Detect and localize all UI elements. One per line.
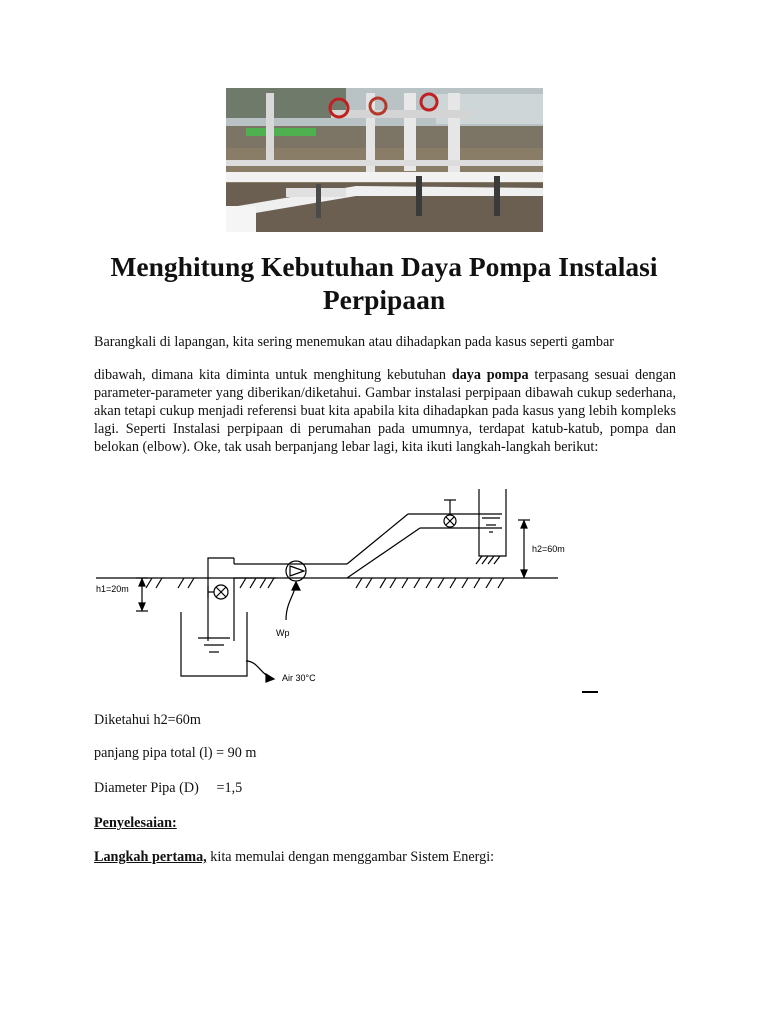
ground-hatch [178, 578, 184, 588]
solution-heading: Penyelesaian: [94, 815, 177, 831]
given-h2: Diketahui h2=60m [94, 712, 201, 728]
lower-tank [181, 612, 247, 676]
description-text-start: dibawah, dimana kita diminta untuk menghitung kebutuhan [94, 367, 452, 383]
step-one-paragraph [94, 848, 676, 866]
suction-pipe-outer [208, 558, 214, 641]
given-pipe-diameter: Diameter Pipa (D) =1,5 [94, 780, 243, 796]
piping-diagram-svg [90, 478, 610, 708]
ground-hatch [188, 578, 194, 588]
pipe-installation-photo [226, 88, 543, 232]
step-one-text: kita memulai dengan menggambar Sistem Energi: [206, 849, 495, 865]
given-pipe-length: panjang pipa total (l) = 90 m [94, 745, 257, 761]
h2-label: h2=60m [532, 544, 565, 554]
h1-label: h1=20m [96, 584, 129, 594]
pump-arrow-icon [290, 566, 304, 576]
page-title: Menghitung Kebutuhan Daya Pompa Instalasi Perpipaan [110, 251, 658, 315]
pipe-photo-image [226, 88, 543, 232]
description-paragraph [94, 366, 676, 456]
ground-hatch [260, 578, 266, 588]
piping-diagram [90, 478, 610, 708]
step-one-label: Langkah pertama, [94, 849, 207, 865]
description-bold-term: daya pompa [451, 367, 529, 383]
ground-hatch [240, 578, 246, 588]
description-text-end: terpasang sesuai dengan parameter-parameter yang diberikan/diketahui. Gambar instalasi perpipaan dibawah cukup sederhana, akan tetapi cukup menjadi referensi buat kita apabila kita dihadapkan pada kasus yang lebih kompleks lagi. Seperti Instalasi perpipaan di perumahan pada umumnya, terdapat katub-katub, pompa dan belokan (elbow). Oke, tak usah berpanjang lebar lagi, kita ikuti langkah-langkah berikut: [94, 367, 676, 455]
h1-arrow-up [139, 579, 145, 586]
ground-hatch [146, 578, 152, 588]
ground-hatch [250, 578, 256, 588]
h1-arrow-down [139, 603, 145, 610]
ground-hatch [268, 578, 274, 588]
upper-tank [479, 489, 506, 556]
wp-label: Wp [276, 628, 290, 638]
ground-hatch [156, 578, 162, 588]
air-label: Air 30°C [282, 673, 316, 683]
inclined-pipe-bottom [347, 528, 420, 578]
intro-paragraph: Barangkali di lapangan, kita sering menemukan atau dihadapkan pada kasus seperti gambar [94, 334, 615, 350]
